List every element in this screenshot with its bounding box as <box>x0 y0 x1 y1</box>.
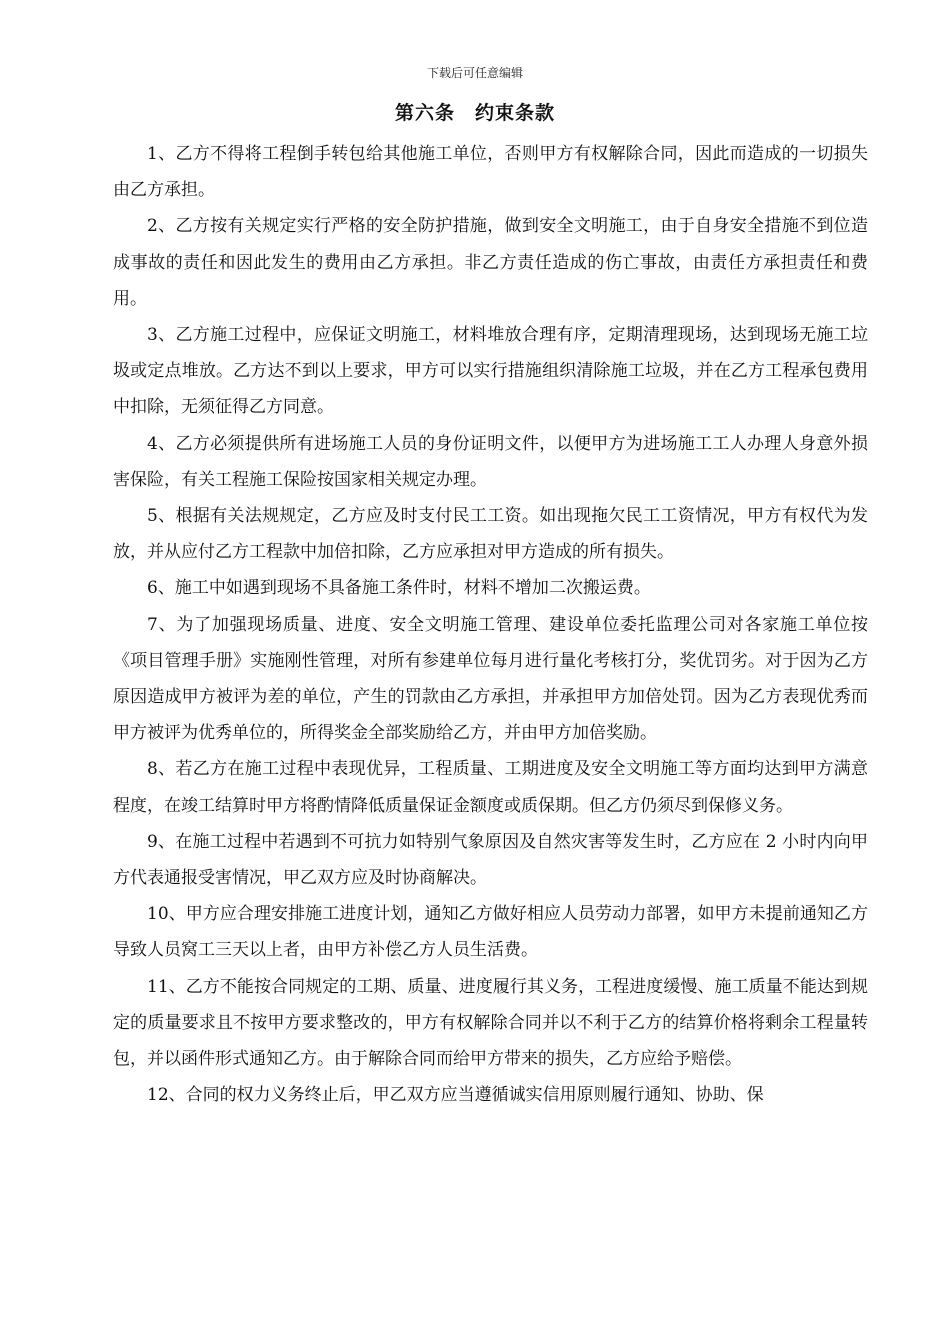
clause-6: 6、施工中如遇到现场不具备施工条件时，材料不增加二次搬运费。 <box>147 578 651 599</box>
clause-4: 4、乙方必须提供所有进场施工人员的身份证明文件，以便甲方为进场施工工人办理人身意外损害保险，有关工程施工保险按国家相关规定办理。 <box>113 433 868 490</box>
header-note: 下载后可任意编辑 <box>426 66 523 80</box>
clause-10: 10、甲方应合理安排施工进度计划，通知乙方做好相应人员劳动力部署，如甲方未提前通知乙方导致人员窝工三天以上者，由甲方补偿乙方人员生活费。 <box>113 904 868 961</box>
clause-8: 8、若乙方在施工过程中表现优异，工程质量、工期进度及安全文明施工等方面均达到甲方满意程度，在竣工结算时甲方将酌情降低质量保证金额度或质保期。但乙方仍须尽到保修义务。 <box>113 759 868 816</box>
clause-12: 12、合同的权力义务终止后，甲乙双方应当遵循诚实信用原则履行通知、协助、保 <box>147 1085 764 1106</box>
clause-1: 1、乙方不得将工程倒手转包给其他施工单位，否则甲方有权解除合同，因此而造成的一切损失由乙方承担。 <box>113 144 868 201</box>
section-title: 第六条 约束条款 <box>394 102 555 124</box>
document-body <box>113 136 868 1113</box>
clause-9: 9、在施工过程中若遇到不可抗力如特别气象原因及自然灾害等发生时，乙方应在 2 小时内向甲方代表通报受害情况，甲乙双方应及时协商解决。 <box>113 831 868 889</box>
clause-7: 7、为了加强现场质量、进度、安全文明施工管理、建设单位委托监理公司对各家施工单位按《项目管理手册》实施刚性管理，对所有参建单位每月进行量化考核打分，奖优罚劣。对于因为乙方原因造成甲方被评为差的单位，产生的罚款由乙方承担，并承担甲方加倍处罚。因为乙方表现优秀而甲方被评为优秀单位的，所得奖金全部奖励给乙方，并由甲方加倍奖励。 <box>113 614 868 744</box>
clause-5: 5、根据有关法规规定，乙方应及时支付民工工资。如出现拖欠民工工资情况，甲方有权代为发放，并从应付乙方工程款中加倍扣除，乙方应承担对甲方造成的所有损失。 <box>113 506 868 563</box>
clause-2: 2、乙方按有关规定实行严格的安全防护措施，做到安全文明施工，由于自身安全措施不到位造成事故的责任和因此发生的费用由乙方承担。非乙方责任造成的伤亡事故，由责任方承担责任和费用。 <box>113 216 868 309</box>
clause-11: 11、乙方不能按合同规定的工期、质量、进度履行其义务，工程进度缓慢、施工质量不能达到规定的质量要求且不按甲方要求整改的，甲方有权解除合同并以不利于乙方的结算价格将剩余工程量转包，并以函件形式通知乙方。由于解除合同而给甲方带来的损失，乙方应给予赔偿。 <box>113 976 868 1070</box>
clause-3: 3、乙方施工过程中，应保证文明施工，材料堆放合理有序，定期清理现场，达到现场无施工垃圾或定点堆放。乙方达不到以上要求，甲方可以实行措施组织清除施工垃圾，并在乙方工程承包费用中扣除，无须征得乙方同意。 <box>113 325 868 418</box>
